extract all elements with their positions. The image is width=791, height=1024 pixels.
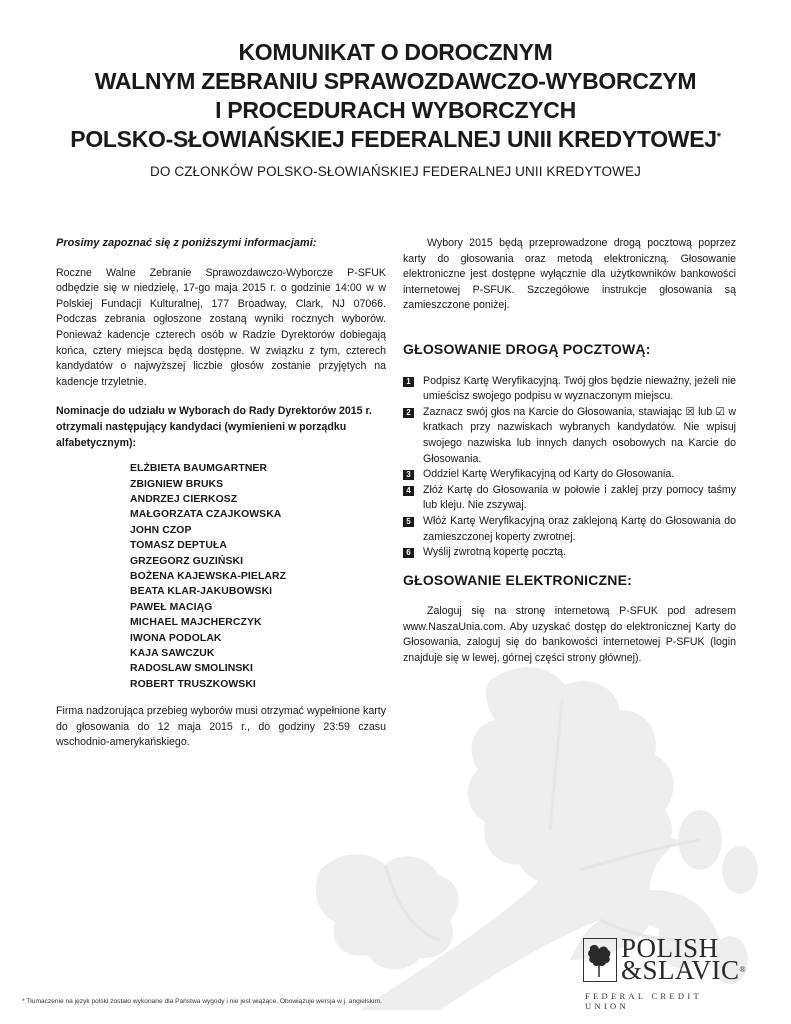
mail-step — [403, 514, 736, 545]
logo-line-2-text: &SLAVIC — [621, 955, 740, 985]
title-line-4-text: POLSKO-SŁOWIAŃSKIEJ FEDERALNEJ UNII KREDYTOWEJ — [70, 126, 717, 152]
step-number: 1 — [403, 377, 414, 387]
mail-step — [403, 405, 736, 467]
title-line-2: WALNYM ZEBRANIU SPRAWOZDAWCZO-WYBORCZYM — [94, 68, 697, 94]
voting-intro-paragraph: Wybory 2015 będą przeprowadzone drogą pocztową poprzez karty do głosowania oraz metodą elektroniczną. Głosowanie elektroniczne jest dostępne wyłącznie dla użytkowników bankowości internetowej P-SFUK. Szczegółowe instrukcje głosowania są zamieszczone poniżej. — [403, 237, 736, 312]
step-text: Zaznacz swój głos na Karcie do Głosowania, stawiając ☒ lub ☑ w kratkach przy nazwiskach wybranych kandydatów. Nie wpisuj swojego nazwiska lub innych danych osobowych na Karcie do Głosowania. — [423, 405, 736, 465]
nominations-heading: Nominacje do udziału w Wyborach do Rady Dyrektorów 2015 r. otrzymali następujący kandydaci (wymienieni w porządku alfabetycznym): — [56, 405, 372, 449]
candidate-item: RADOSLAW SMOLINSKI — [130, 663, 254, 675]
candidate-item: KAJA SAWCZUK — [130, 648, 215, 659]
mail-step — [403, 545, 736, 561]
deadline-paragraph: Firma nadzorująca przebieg wyborów musi otrzymać wypełnione karty do głosowania do 12 maja 2015 r., do godziny 23:59 czasu wschodnio-amerykańskiego. — [56, 705, 386, 749]
title-line-1: KOMUNIKAT O DOROCZNYM — [238, 39, 553, 65]
step-number: 5 — [403, 517, 414, 527]
candidate-item: PAWEŁ MACIĄG — [130, 601, 213, 613]
title-line-4 — [0, 125, 791, 154]
mail-step — [403, 483, 736, 514]
electronic-voting-paragraph: Zaloguj się na stronę internetową P-SFUK pod adresem www.NaszaUnia.com. Aby uzyskać dostęp do elektronicznej Karty do Głosowania, zaloguj się do bankowości internetowej P-SFUK (login znajduje się w lewej, górnej części strony głównej). — [403, 605, 736, 665]
subtitle: DO CZŁONKÓW POLSKO-SŁOWIAŃSKIEJ FEDERALNEJ UNII KREDYTOWEJ — [150, 164, 641, 179]
candidate-list — [130, 461, 386, 692]
candidate-item: IWONA PODOLAK — [130, 632, 222, 644]
candidate-item: ZBIGNIEW BRUKS — [130, 478, 224, 490]
candidate-item: GRZEGORZ GUZIŃSKI — [130, 555, 244, 567]
candidate-item: JOHN CZOP — [130, 524, 192, 536]
left-column — [56, 236, 386, 751]
candidate-item: MICHAEL MAJCHERCZYK — [130, 617, 262, 629]
logo-tagline: FEDERAL CREDIT UNION — [585, 991, 702, 1011]
oak-leaf-logo-icon — [583, 938, 617, 982]
mail-step — [403, 374, 736, 405]
candidate-item: BEATA KLAR-JAKUBOWSKI — [130, 586, 273, 598]
step-number: 6 — [403, 548, 414, 558]
document-header — [0, 38, 791, 179]
step-text: Złóż Kartę do Głosowania w połowie i zaklej przy pomocy taśmy lub kleju. Nie zszywaj. — [423, 483, 736, 512]
right-column — [403, 236, 736, 667]
step-number: 3 — [403, 470, 414, 480]
candidate-item: ROBERT TRUSZKOWSKI — [130, 678, 256, 690]
candidate-item: ANDRZEJ CIERKOSZ — [130, 493, 238, 505]
step-text: Oddziel Kartę Weryfikacyjną od Karty do Głosowania. — [423, 468, 675, 481]
logo-line-1: POLISH — [621, 933, 719, 963]
candidate-item: MAŁGORZATA CZAJKOWSKA — [130, 509, 282, 521]
translation-footnote: * Tłumaczenie na język polski zostało wykonane dla Państwa wygody i nie jest wiążące. Obowiązuje wersja w j. angielskim. — [22, 998, 382, 1005]
candidate-item: ELŻBIETA BAUMGARTNER — [130, 463, 268, 475]
mail-voting-steps — [403, 374, 736, 561]
step-text: Włóż Kartę Weryfikacyjną oraz zaklejoną Kartę do Głosowania do zamieszczonej koperty zwrotnej. — [423, 514, 736, 543]
intro-heading: Prosimy zapoznać się z poniższymi informacjami: — [56, 237, 317, 249]
step-text: Podpisz Kartę Weryfikacyjną. Twój głos będzie nieważny, jeżeli nie umieścisz swojego podpisu w wyznaczonym miejscu. — [423, 374, 736, 403]
title-footnote-mark: * — [716, 131, 721, 143]
candidate-item: BOŻENA KAJEWSKA-PIELARZ — [130, 570, 287, 582]
step-number: 2 — [403, 408, 414, 418]
candidate-item: TOMASZ DEPTUŁA — [130, 540, 228, 552]
registered-mark: ® — [739, 965, 747, 974]
step-text: Wyślij zwrotną kopertę pocztą. — [423, 546, 566, 559]
mail-voting-heading: GŁOSOWANIE DROGĄ POCZTOWĄ: — [403, 340, 651, 357]
logo-line-2 — [621, 955, 747, 985]
polish-slavic-logo — [583, 933, 747, 1011]
electronic-voting-heading: GŁOSOWANIE ELEKTRONICZNE: — [403, 571, 632, 588]
mail-step — [403, 467, 736, 483]
title-line-3: I PROCEDURACH WYBORCZYCH — [215, 97, 576, 123]
meeting-paragraph: Roczne Walne Zebranie Sprawozdawczo-Wyborcze P-SFUK odbędzie się w niedzielę, 17-go maja 2015 r. o godzinie 14:00 w w Polskiej Fundacji Kulturalnej, 177 Broadway, Clark, NJ 07066. Podczas zebrania ogłoszone zostaną wyniki rocznych wyborów. Ponieważ kadencje czterech osób w Radzie Dyrektorów dobiegają końca, cztery miejsca będą dostępne. W związku z tym, czterech kandydatów o najwyższej liczbie głosów zostanie przyjętych na kadencje trzyletnie. — [56, 266, 386, 388]
step-number: 4 — [403, 486, 414, 496]
